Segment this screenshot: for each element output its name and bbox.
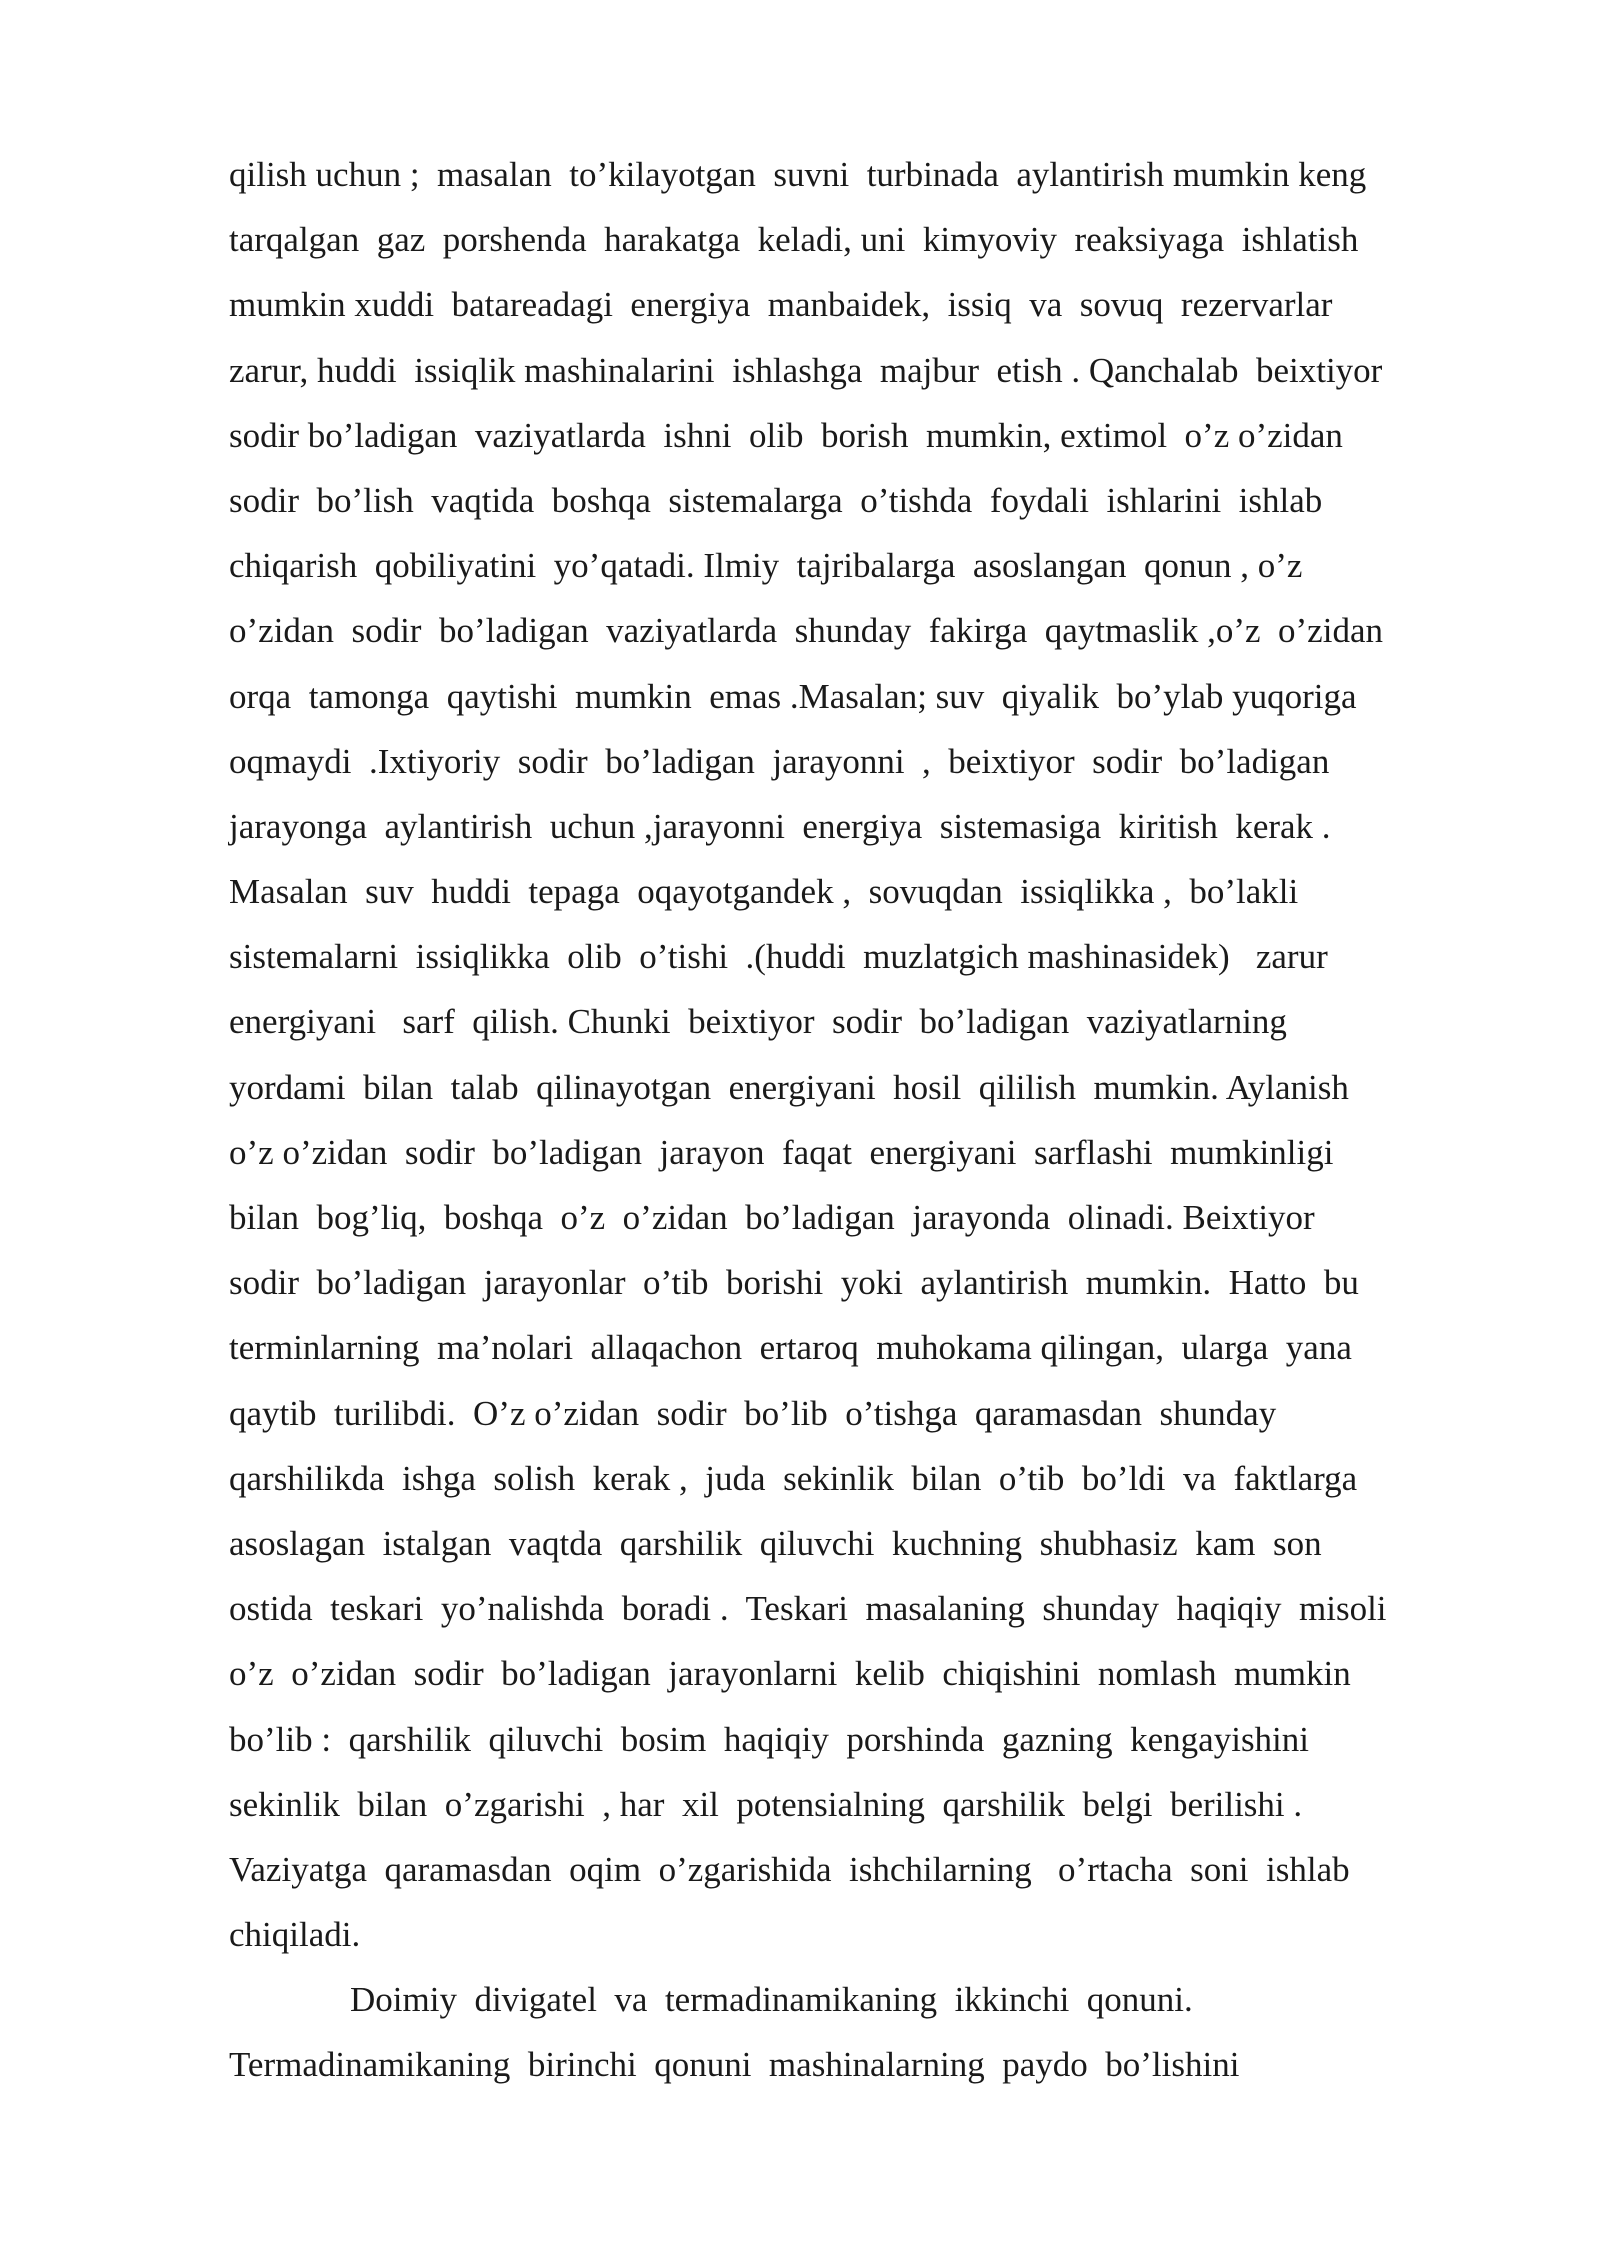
text-line: bo’lib : qarshilik qiluvchi bosim haqiqiy porshinda gazning kengayishini <box>229 1719 1310 1759</box>
text-line: chiqiladi. <box>229 1915 361 1955</box>
text-line: yordami bilan talab qilinayotgan energiyani hosil qililish mumkin. Aylanish <box>229 1067 1349 1107</box>
section-heading: Doimiy divigatel va termadinamikaning ikkinchi qonuni. <box>350 1980 1193 2020</box>
text-line: mumkin xuddi batareadagi energiya manbaidek, issiq va sovuq rezervarlar <box>229 285 1333 325</box>
text-line: o’z o’zidan sodir bo’ladigan jarayonlarni kelib chiqishini nomlash mumkin <box>229 1654 1351 1694</box>
text-line: Vaziyatga qaramasdan oqim o’zgarishida ishchilarning o’rtacha soni ishlab <box>229 1849 1350 1889</box>
text-line: qaytib turilibdi. O’z o’zidan sodir bo’lib o’tishga qaramasdan shunday <box>229 1393 1277 1433</box>
text-line: sekinlik bilan o’zgarishi , har xil potensialning qarshilik belgi berilishi . <box>229 1784 1303 1824</box>
text-line: terminlarning ma’nolari allaqachon ertaroq muhokama qilingan, ularga yana <box>229 1328 1352 1368</box>
text-line: sodir bo’ladigan vaziyatlarda ishni olib borish mumkin, extimol o’z o’zidan <box>229 415 1343 455</box>
text-line: Termadinamikaning birinchi qonuni mashinalarning paydo bo’lishini <box>229 2045 1240 2085</box>
text-line: oqmaydi .Ixtiyoriy sodir bo’ladigan jarayonni , beixtiyor sodir bo’ladigan <box>229 741 1330 781</box>
text-line: o’z o’zidan sodir bo’ladigan jarayon faqat energiyani sarflashi mumkinligi <box>229 1132 1334 1172</box>
text-line: bilan bog’liq, boshqa o’z o’zidan bo’ladigan jarayonda olinadi. Beixtiyor <box>229 1198 1315 1237</box>
text-line: Masalan suv huddi tepaga oqayotgandek , sovuqdan issiqlikka , bo’lakli <box>229 872 1299 912</box>
text-line: energiyani sarf qilish. Chunki beixtiyor sodir bo’ladigan vaziyatlarning <box>229 1002 1287 1042</box>
text-line: sodir bo’lish vaqtida boshqa sistemalarga o’tishda foydali ishlarini ishlab <box>229 480 1323 520</box>
text-line: qilish uchun ; masalan to’kilayotgan suvni turbinada aylantirish mumkin keng <box>229 155 1367 194</box>
text-line: sistemalarni issiqlikka olib o’tishi .(huddi muzlatgich mashinasidek) zarur <box>229 937 1328 977</box>
text-line: jarayonga aylantirish uchun ,jarayonni energiya sistemasiga kiritish kerak . <box>229 806 1331 846</box>
text-line: orqa tamonga qaytishi mumkin emas .Masalan; suv qiyalik bo’ylab yuqoriga <box>229 676 1357 716</box>
text-line: sodir bo’ladigan jarayonlar o’tib borishi yoki aylantirish mumkin. Hatto bu <box>229 1263 1359 1303</box>
text-line: chiqarish qobiliyatini yo’qatadi. Ilmiy tajribalarga asoslangan qonun , o’z <box>229 546 1303 586</box>
text-line: o’zidan sodir bo’ladigan vaziyatlarda shunday fakirga qaytmaslik ,o’z o’zidan <box>229 611 1383 651</box>
body-text <box>229 147 1529 2103</box>
text-line: tarqalgan gaz porshenda harakatga keladi, uni kimyoviy reaksiyaga ishlatish <box>229 220 1359 260</box>
text-line: qarshilikda ishga solish kerak , juda sekinlik bilan o’tib bo’ldi va faktlarga <box>229 1458 1358 1498</box>
text-line: zarur, huddi issiqlik mashinalarini ishlashga majbur etish . Qanchalab beixtiyor <box>229 350 1383 390</box>
text-line: asoslagan istalgan vaqtda qarshilik qiluvchi kuchning shubhasiz kam son <box>229 1523 1322 1563</box>
text-line: ostida teskari yo’nalishda boradi . Teskari masalaning shunday haqiqiy misoli <box>229 1589 1387 1629</box>
